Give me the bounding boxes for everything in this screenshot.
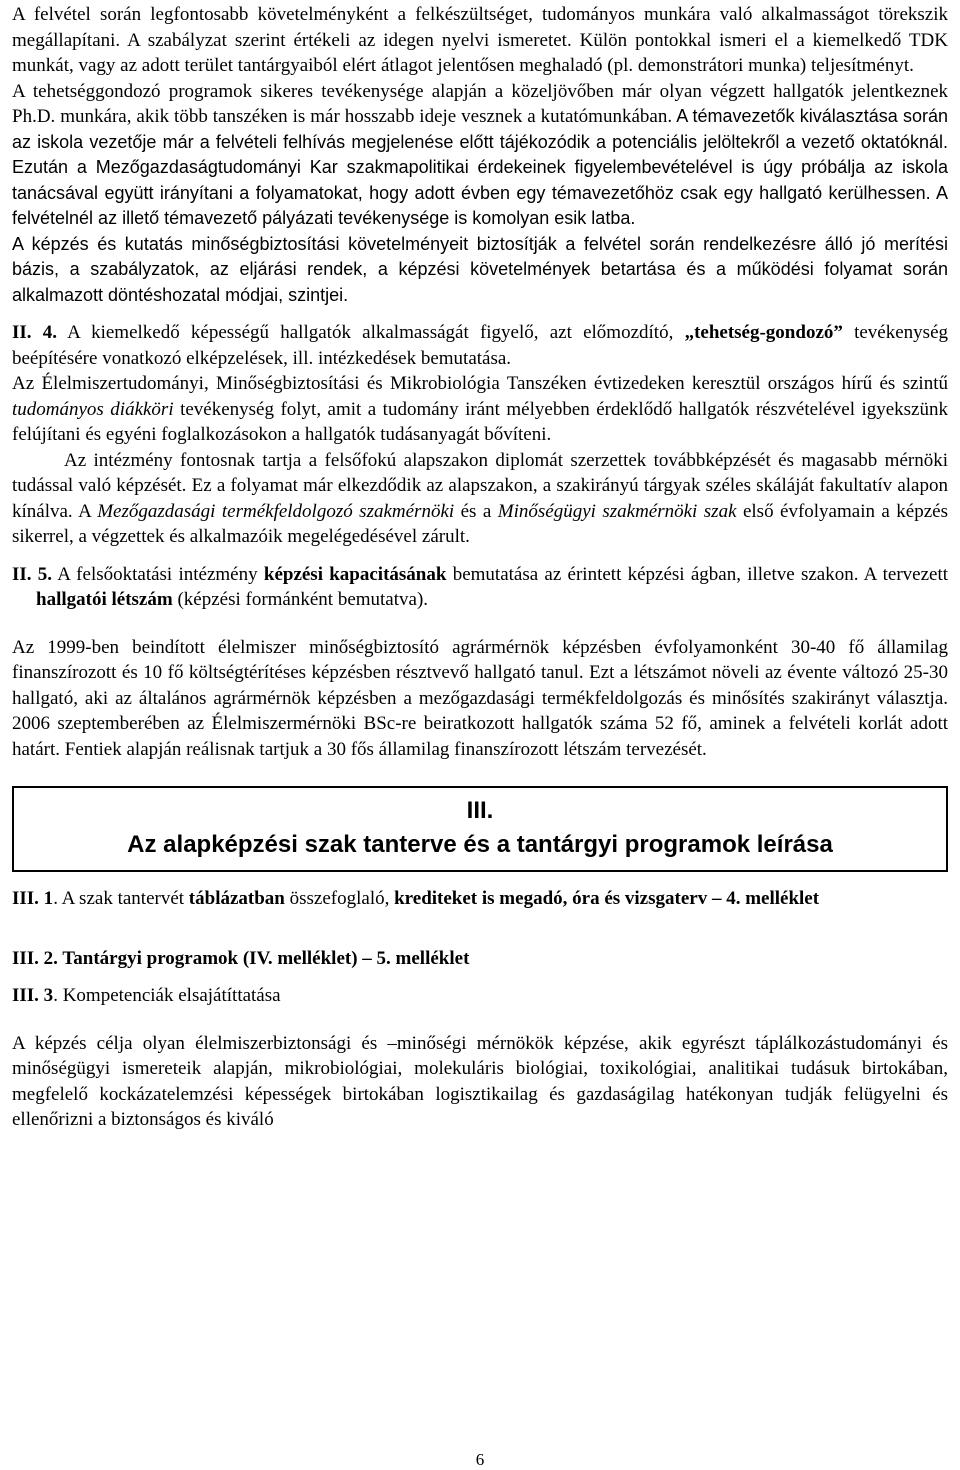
chapter-number: III.	[466, 797, 494, 824]
page-number: 6	[475, 1450, 485, 1469]
paragraph-capacity: Az 1999-ben beindított élelmiszer minőségbiztosító agrármérnök képzésben évfolyamonként 30-40 fő államilag finanszírozott és 10 fő költségtérítéses képzésben résztvevő hallgató tanul. Ezt a létszámot növeli az évente változó 25-30 hallgató, aki az általános agrármérnök képzésben a mezőgazdasági termékfeldolgozás és minősítés szakirányt választja. 2006 szeptemberében az Élelmiszermérnöki BSc-re beiratkozott hallgatók száma 52 fő, aminek a felvételi korlát adott határt. Fentiek alapján reálisnak tartjuk a 30 fős államilag finanszírozott létszám tervezését.	[12, 636, 948, 760]
section-II-5-heading: II. 5. A felsőoktatási intézmény képzési kapacitásának bemutatása az érintett képzési ágban, illetve szakon. A tervezett hallgatói létszám (képzési formánként bemutatva).	[12, 563, 948, 610]
supervisor-selection-text: A témavezetők kiválasztása során az iskola vezetője már a felvételi felhívás megjelenése előtt tájékozódik a potenciális jelöltekről a vezető oktatóknál. Ezután a Mezőgazdaságtudományi Kar szakmapolitikai érdekeinek figyelembevételével is úgy próbálja az iskola tanácsával együtt irányítani a folyamatokat, hogy adott évben egy témavezetőhöz csak egy hallgató kerülhessen. A felvételnél az illető témavezető pályázati tevékenysége is komolyan esik latba.	[12, 106, 948, 228]
section-III-1-heading: III. 1. A szak tantervét táblázatban összefoglaló, krediteket is megadó, óra és vizsgaterv – 4. melléklet	[12, 888, 820, 909]
paragraph-competences: A képzés célja olyan élelmiszerbiztonsági és –minőségi mérnökök képzése, akik egyrészt táplálkozástudományi és minőségügyi ismereteik alapján, mikrobiológiai, molekuláris biológiai, toxikológiai, analitikai tudásuk birtokában, megfelelő kockázatelemzési képességek birtokában logisztikailag és gazdaságilag hatékonyan tudják felügyelni és ellenőrizni a biztonságos és kiváló	[12, 1032, 948, 1130]
chapter-title: Az alapképzési szak tanterve és a tantárgyi programok leírása	[127, 831, 833, 858]
section-number: III. 3	[12, 985, 54, 1006]
section-number: III. 1	[12, 888, 54, 909]
paragraph-admission	[12, 2, 948, 232]
admission-criteria-text: A felvétel során legfontosabb követelményként a felkészültséget, tudományos munkára való alkalmasságot törekszik megállapítani. A szabályzat szerint értékeli az idegen nyelvi ismeretet. Külön pontokkal ismeri el a kiemelkedő TDK munkát, vagy az adott terület tantárgyaiból elért átlagot jelentősen meghaladó (pl. demonstrátori munka) teljesítményt.	[12, 4, 948, 76]
section-III-3-heading: III. 3. Kompetenciák elsajátíttatása	[12, 985, 281, 1006]
talent-program-text: A tehetséggondozó programok sikeres tevékenysége alapján a közeljövőben már olyan végzett hallgatók jelentkeznek Ph.D. munkára, akik több tanszéken is már hosszabb ideje vesznek a kutatómunkában.	[12, 80, 948, 127]
paragraph-quality-assurance: A képzés és kutatás minőségbiztosítási követelményeit biztosítják a felvétel során rendelkezésre álló jó merítési bázis, a szabályzatok, az eljárási rendek, a képzési követelmények betartása és a működési folyamat során alkalmazott döntéshozatal módjai, szintjei.	[12, 233, 948, 305]
section-number: II. 5.	[12, 563, 53, 585]
section-number: II. 4.	[12, 322, 58, 343]
paragraph-student-research: Az Élelmiszertudományi, Minőségbiztosítási és Mikrobiológia Tanszéken évtizedeken keresztül országos hírű és szintű tudományos diákköri tevékenység folyt, amit a tudomány iránt mélyebben érdeklődő hallgatók részvételével igyekszünk felújítani és egyéni foglalkozásokon a hallgatók tudásanyagát bővíteni.	[12, 373, 948, 445]
paragraph-further-training: Az intézmény fontosnak tartja a felsőfokú alapszakon diplomát szerzettek továbbképzését és magasabb mérnöki tudással való képzését. Ez a folyamat már elkezdődik az alapszakon, a szakirányú tárgyak széles skáláját fakultatív alapon kínálva. A Mezőgazdasági termékfeldolgozó szakmérnöki és a Minőségügyi szakmérnöki szak első évfolyamain a képzés sikerrel, a végzettek és alkalmazóik megelégedésével zárult.	[12, 449, 948, 547]
section-III-2-heading: III. 2. Tantárgyi programok (IV. melléklet) – 5. melléklet	[12, 947, 470, 969]
document-page	[12, 0, 948, 1133]
chapter-heading-box	[12, 786, 948, 872]
section-II-4-heading: II. 4. A kiemelkedő képességű hallgatók alkalmasságát figyelő, azt előmozdító, „tehetség-gondozó” tevékenység beépítésére vonatkozó elképzelések, ill. intézkedések bemutatása.	[12, 322, 948, 369]
